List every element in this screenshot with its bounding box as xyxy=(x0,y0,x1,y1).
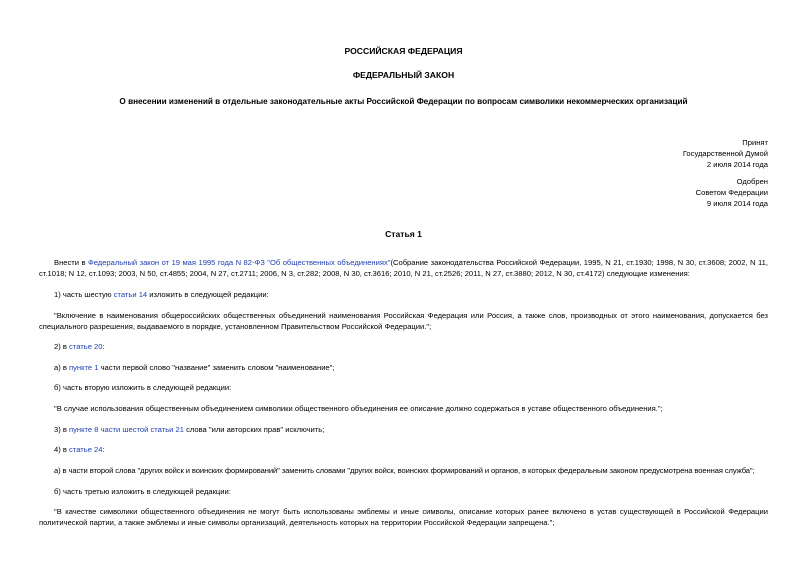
article-21-link[interactable]: пункте 8 части шестой статьи 21 xyxy=(69,425,184,434)
item-2a-post: части первой слово "название" заменить словом "наименование"; xyxy=(98,363,335,372)
quote-2: "В случае использования общественным объединением символики общественного объединения ее описание должно содержаться в уставе общественного объединения."; xyxy=(54,404,663,413)
item-2a xyxy=(39,362,768,373)
approval-body: Советом Федерации xyxy=(695,188,768,197)
item-4 xyxy=(39,444,768,455)
adoption-block xyxy=(683,137,768,170)
item-3-pre: 3) в xyxy=(54,425,70,434)
item-2a-pre: а) в xyxy=(54,363,70,372)
country-heading: РОССИЙСКАЯ ФЕДЕРАЦИЯ xyxy=(344,46,463,56)
adoption-date: 2 июля 2014 года xyxy=(706,160,768,169)
quote-3: "В качестве символики общественного объединения не могут быть использованы эмблемы и иные символы, описание которых ранее включено в устав существующей в Российской Федерации политической партии, а также эмблемы и иные символы организаций, деятельность которых на территории Российской Федерации запрещена."; xyxy=(39,507,768,527)
item-1-post: изложить в следующей редакции: xyxy=(147,290,269,299)
item-2b: б) часть вторую изложить в следующей редакции: xyxy=(54,383,232,392)
intro-paragraph xyxy=(39,257,768,279)
article-heading: Статья 1 xyxy=(385,229,422,239)
approval-block xyxy=(696,176,768,209)
quote-1: "Включение в наименования общероссийских общественных объединений наименования Российская Федерация или Россия, а также слов, производных от этого наименования, допускается без специального разрешения, выдаваемого в порядке, установленном Правительством Российской Федерации."; xyxy=(39,311,768,331)
item-3-post: слова "или авторских прав" исключить; xyxy=(183,425,325,434)
point-1-link[interactable]: пункте 1 xyxy=(69,363,99,372)
law-link[interactable]: Федеральный закон от 19 мая 1995 года N 82-ФЗ "Об общественных объединениях" xyxy=(87,258,391,267)
approval-date: 9 июля 2014 года xyxy=(706,199,768,208)
item-1-pre: 1) часть шестую xyxy=(54,290,114,299)
article-20-link[interactable]: статье 20 xyxy=(69,342,103,351)
law-title: О внесении изменений в отдельные законодательные акты Российской Федерации по вопросам символики некоммерческих организаций xyxy=(119,97,688,106)
article-24-link[interactable]: статье 24 xyxy=(69,445,103,454)
intro-post: (Собрание законодательства Российской Федерации, 1995, N 21, ст.1930; 1998, N 30, ст.3608; 2002, N 11, ст.1018; N 12, ст.1093; 2003, N 50, ст.4855; 2004, N 27, ст.2711; 2006, N 3, ст.282; 2008, N 30, ст.3616; 2010, N 21, ст.2526; 2011, N 27, ст.3880; 2012, N 30, ст.4172) следующие изменения: xyxy=(39,258,768,278)
item-2-post: : xyxy=(102,342,105,351)
item-4b: б) часть третью изложить в следующей редакции: xyxy=(54,487,231,496)
item-4-post: : xyxy=(102,445,105,454)
approval-line: Одобрен xyxy=(736,177,768,186)
doc-type-heading: ФЕДЕРАЛЬНЫЙ ЗАКОН xyxy=(352,70,455,80)
item-4a: а) в части второй слова "других войск и воинских формирований" заменить словами "других войск, воинских формирований и органов, в которых федеральным законом предусмотрена военная служба"; xyxy=(54,466,755,475)
intro-pre: Внести в xyxy=(54,258,88,267)
item-1 xyxy=(39,289,768,300)
article-14-link[interactable]: статьи 14 xyxy=(113,290,148,299)
item-2-pre: 2) в xyxy=(54,342,70,351)
adoption-body: Государственной Думой xyxy=(682,149,768,158)
item-4-pre: 4) в xyxy=(54,445,70,454)
adoption-line: Принят xyxy=(742,138,768,147)
item-2 xyxy=(39,341,768,352)
item-3 xyxy=(39,424,768,435)
